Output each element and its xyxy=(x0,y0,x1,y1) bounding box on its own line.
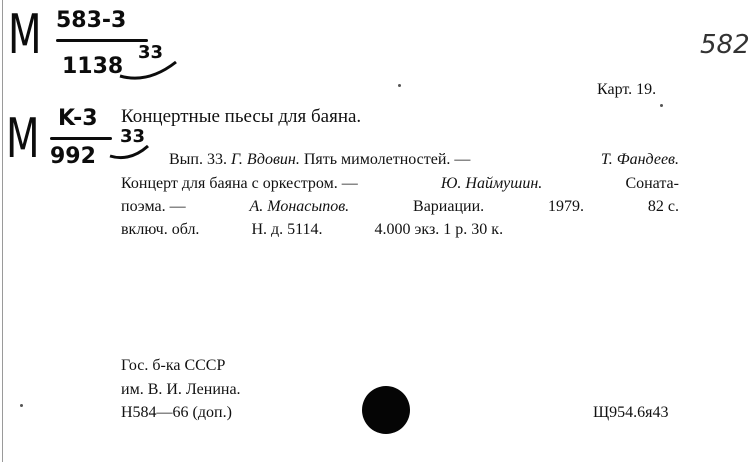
author-monasypov: А. Монасыпов. xyxy=(249,198,350,215)
card-edge-rule xyxy=(2,0,3,462)
classification-code: Щ954.6я43 xyxy=(593,404,669,421)
library-order-number: Н584—66 (доп.) xyxy=(121,404,232,421)
body-line-3 xyxy=(121,199,679,215)
work-title-1: Пять мимолетностей. — xyxy=(299,151,471,168)
speck xyxy=(660,104,663,107)
body-line-1 xyxy=(121,152,679,168)
handwritten-number-bottom-1: K-3 xyxy=(58,106,98,131)
handwritten-fraction-rule-bottom xyxy=(50,137,112,140)
issue-label: Вып. 33. xyxy=(169,151,231,168)
library-name: Гос. б-ка СССР xyxy=(121,357,226,374)
handwritten-number-top-2: 1138 xyxy=(62,54,124,79)
handwritten-volume-top: 33 xyxy=(138,42,164,63)
author-naimushin: Ю. Наймушин. xyxy=(440,175,543,192)
handwritten-volume-bottom: 33 xyxy=(120,126,146,147)
incl-cover: включ. обл. xyxy=(121,221,200,238)
handwritten-number-top-1: 583-3 xyxy=(56,8,127,33)
publication-year: 1979. xyxy=(548,198,585,215)
handwritten-underline-top xyxy=(118,58,180,82)
author-fandeev: Т. Фандеев. xyxy=(600,151,679,168)
print-run-price: 4.000 экз. 1 р. 30 к. xyxy=(374,221,504,238)
author-vdovin: Г. Вдовин. xyxy=(230,151,300,168)
body-line-2 xyxy=(121,176,679,192)
handwritten-letter-top: M xyxy=(8,3,42,66)
page-count: 82 с. xyxy=(647,198,679,215)
speck xyxy=(20,404,23,407)
body-line-4 xyxy=(121,222,611,238)
work-title-2: Концерт для баяна с оркестром. — xyxy=(121,175,358,192)
corner-pencil-mark: 582 xyxy=(700,30,750,60)
card-number: Карт. 19. xyxy=(597,81,657,98)
music-number: Н. д. 5114. xyxy=(251,221,323,238)
handwritten-letter-bottom: M xyxy=(6,107,40,170)
card-heading: Концертные пьесы для баяна. xyxy=(121,106,362,127)
speck xyxy=(398,84,401,87)
card-punch-hole xyxy=(362,386,410,434)
work-title-4: Вариации. xyxy=(413,198,485,215)
work-title-3-end: поэма. — xyxy=(121,198,186,215)
handwritten-fraction-rule-top xyxy=(56,39,148,42)
handwritten-number-bottom-2: 992 xyxy=(50,144,96,169)
library-named-after: им. В. И. Ленина. xyxy=(121,381,241,398)
work-title-3-start: Соната- xyxy=(625,175,679,192)
